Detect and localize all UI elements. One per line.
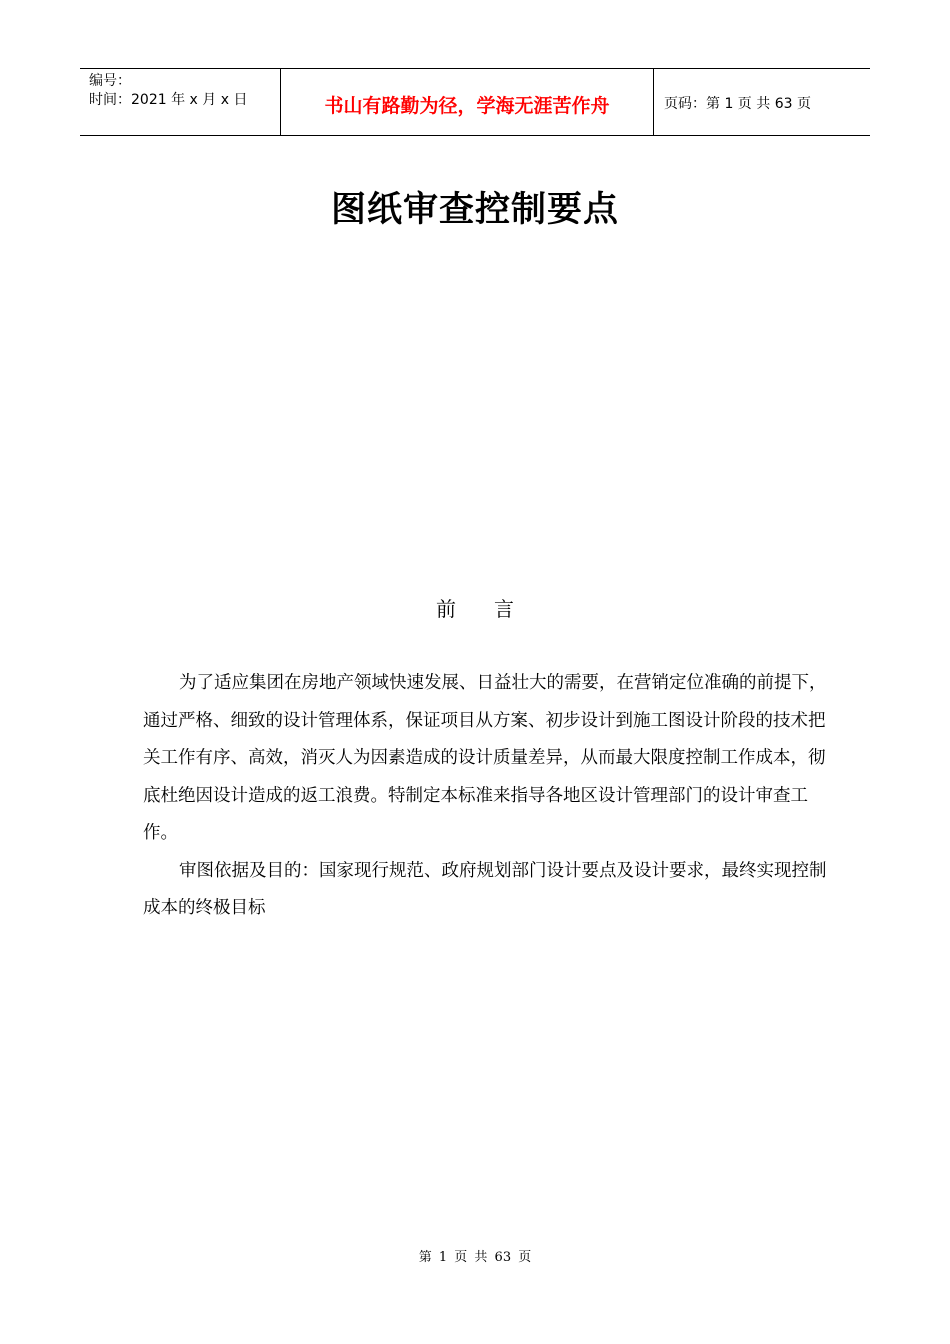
page-footer: 第 1 页 共 63 页	[418, 1250, 532, 1265]
time-label: 时间：2021 年 x 月 x 日	[89, 92, 248, 108]
preface-body	[143, 665, 833, 928]
document-header	[80, 68, 870, 136]
number-label: 编号：	[89, 73, 131, 89]
preface-paragraph: 审图依据及目的：国家现行规范、政府规划部门设计要点及设计要求，最终实现控制成本的终极目标	[143, 860, 827, 918]
header-meta	[80, 69, 281, 135]
document-title: 图纸审查控制要点	[330, 190, 619, 230]
preface-paragraph: 为了适应集团在房地产领域快速发展、日益壮大的需要，在营销定位准确的前提下，通过严格、细致的设计管理体系，保证项目从方案、初步设计到施工图设计阶段的技术把关工作有序、高效，消灭人为因素造成的设计质量差异，从而最大限度控制工作成本，彻底杜绝因设计造成的返工浪费。特制定本标准来指导各地区设计管理部门的设计审查工作。	[143, 673, 827, 843]
header-page-info: 页码：第 1 页 共 63 页	[664, 96, 811, 112]
preface-heading-part2: 言	[494, 597, 514, 621]
header-motto: 书山有路勤为径，学海无涯苦作舟	[281, 69, 654, 135]
preface-heading	[0, 593, 950, 622]
preface-heading-part1: 前	[436, 597, 456, 621]
